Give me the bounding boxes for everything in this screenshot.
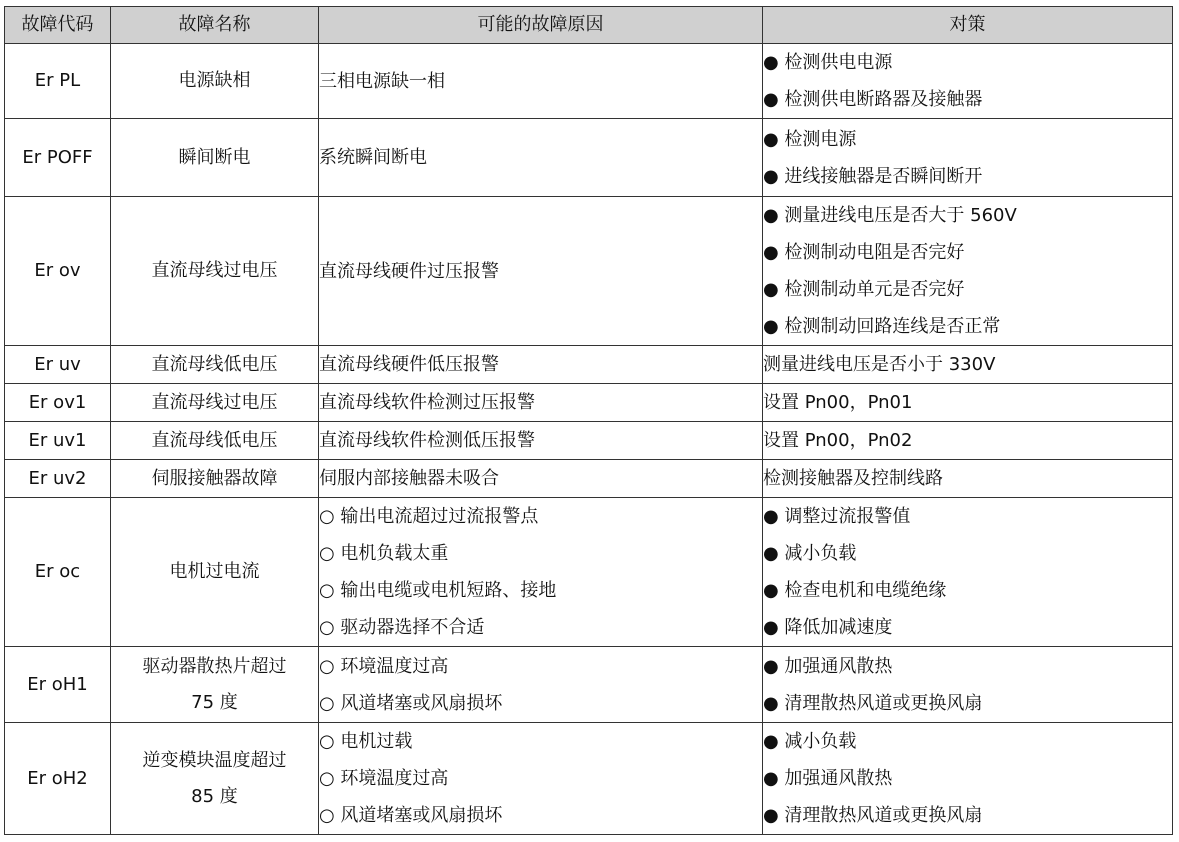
fault-name-cell [111, 723, 319, 835]
table-row [5, 197, 1173, 346]
countermeasure-cell [763, 44, 1173, 119]
countermeasure-item: ● 减小负载 [763, 543, 857, 564]
countermeasure-cell [763, 346, 1173, 384]
fault-name-line: 驱动器散热片超过 [142, 655, 287, 677]
possible-cause-cell [319, 460, 763, 498]
countermeasure-item: 测量进线电压是否小于 330V [763, 354, 996, 375]
fault-name-line: 电源缺相 [178, 70, 251, 91]
fault-name-line: 直流母线低电压 [151, 353, 278, 375]
fault-name-line: 瞬间断电 [178, 146, 251, 168]
table-header-row [5, 7, 1173, 44]
possible-cause-cell [319, 346, 763, 384]
table-row [5, 384, 1173, 422]
table-row [5, 44, 1173, 119]
table-row [5, 422, 1173, 460]
possible-cause-cell [319, 197, 763, 346]
fault-code-cell: Er oH1 [5, 647, 111, 723]
countermeasure-item: ● 检测制动电阻是否完好 [763, 242, 965, 263]
fault-name-cell [111, 197, 319, 346]
fault-name-cell [111, 119, 319, 197]
possible-cause-cell [319, 422, 763, 460]
cause-item: ○ 风道堵塞或风扇损坏 [319, 805, 503, 826]
countermeasure-item: ● 加强通风散热 [763, 768, 893, 789]
fault-name-cell [111, 384, 319, 422]
fault-name-cell [111, 346, 319, 384]
possible-cause-cell [319, 723, 763, 835]
cause-item: 直流母线硬件过压报警 [319, 260, 499, 282]
fault-name-cell [111, 498, 319, 647]
fault-code-cell: Er uv1 [5, 422, 111, 460]
countermeasure-cell [763, 498, 1173, 647]
table-row [5, 460, 1173, 498]
countermeasure-item: ● 检测制动单元是否完好 [763, 279, 965, 300]
fault-code-cell: Er POFF [5, 119, 111, 197]
countermeasure-cell [763, 647, 1173, 723]
countermeasure-item: ● 清理散热风道或更换风扇 [763, 805, 983, 826]
countermeasure-item: ● 检测供电断路器及接触器 [763, 89, 983, 110]
countermeasure-item: ● 进线接触器是否瞬间断开 [763, 165, 983, 187]
header-possible-cause: 可能的故障原因 [319, 7, 763, 44]
fault-name-line: 逆变模块温度超过 [142, 749, 287, 771]
countermeasure-item: ● 清理散热风道或更换风扇 [763, 692, 983, 714]
countermeasure-cell [763, 197, 1173, 346]
page-bottom-edge [0, 838, 1179, 842]
countermeasure-item: 检测接触器及控制线路 [763, 468, 943, 489]
header-countermeasure: 对策 [763, 7, 1173, 44]
fault-code-cell: Er PL [5, 44, 111, 119]
countermeasure-item: ● 减小负载 [763, 731, 857, 752]
table-row [5, 119, 1173, 197]
countermeasure-item: 设置 Pn00，Pn02 [763, 430, 913, 451]
fault-code-cell: Er uv2 [5, 460, 111, 498]
fault-code-cell: Er oc [5, 498, 111, 647]
countermeasure-cell [763, 460, 1173, 498]
possible-cause-cell [319, 498, 763, 647]
fault-name-cell [111, 44, 319, 119]
countermeasure-item: ● 检测电源 [763, 128, 857, 150]
table-row [5, 346, 1173, 384]
possible-cause-cell [319, 384, 763, 422]
cause-item: ○ 环境温度过高 [319, 655, 449, 677]
table-row [5, 647, 1173, 723]
fault-code-table [4, 6, 1173, 835]
cause-item: 直流母线硬件低压报警 [319, 354, 499, 375]
possible-cause-cell [319, 44, 763, 119]
countermeasure-item: ● 检测制动回路连线是否正常 [763, 316, 1001, 337]
header-fault-name: 故障名称 [111, 7, 319, 44]
fault-name-cell [111, 422, 319, 460]
cause-item: ○ 电机过载 [319, 731, 413, 752]
cause-item: ○ 环境温度过高 [319, 768, 449, 789]
cause-item: 直流母线软件检测低压报警 [319, 430, 535, 451]
cause-item: ○ 电机负载太重 [319, 543, 449, 564]
countermeasure-item: 设置 Pn00，Pn01 [763, 392, 913, 413]
table-row [5, 498, 1173, 647]
countermeasure-cell [763, 119, 1173, 197]
cause-item: ○ 输出电缆或电机短路、接地 [319, 580, 557, 601]
cause-item: 伺服内部接触器未吸合 [319, 468, 499, 489]
cause-item: 三相电源缺一相 [319, 70, 445, 92]
fault-code-cell: Er ov [5, 197, 111, 346]
table-row [5, 723, 1173, 835]
countermeasure-cell [763, 384, 1173, 422]
cause-item: ○ 输出电流超过过流报警点 [319, 506, 539, 527]
countermeasure-cell [763, 723, 1173, 835]
fault-name-line: 直流母线过电压 [151, 260, 278, 281]
countermeasure-item: ● 降低加减速度 [763, 617, 893, 638]
fault-name-line: 直流母线过电压 [151, 391, 278, 413]
fault-code-cell: Er uv [5, 346, 111, 384]
fault-name-cell [111, 460, 319, 498]
countermeasure-item: ● 调整过流报警值 [763, 506, 911, 527]
cause-item: ○ 风道堵塞或风扇损坏 [319, 692, 503, 714]
table-body [5, 44, 1173, 835]
fault-name-line: 75 度 [191, 691, 238, 713]
fault-name-line: 电机过电流 [169, 561, 260, 582]
possible-cause-cell [319, 119, 763, 197]
fault-code-cell: Er ov1 [5, 384, 111, 422]
fault-name-line: 伺服接触器故障 [151, 467, 278, 489]
countermeasure-cell [763, 422, 1173, 460]
cause-item: 直流母线软件检测过压报警 [319, 392, 535, 413]
fault-name-line: 85 度 [191, 785, 238, 807]
fault-name-line: 直流母线低电压 [151, 429, 278, 451]
fault-name-cell [111, 647, 319, 723]
possible-cause-cell [319, 647, 763, 723]
countermeasure-item: ● 检查电机和电缆绝缘 [763, 580, 947, 601]
countermeasure-item: ● 测量进线电压是否大于 560V [763, 205, 1017, 226]
countermeasure-item: ● 检测供电电源 [763, 52, 893, 73]
header-fault-code: 故障代码 [5, 7, 111, 44]
fault-code-cell: Er oH2 [5, 723, 111, 835]
cause-item: ○ 驱动器选择不合适 [319, 617, 485, 638]
countermeasure-item: ● 加强通风散热 [763, 655, 893, 677]
cause-item: 系统瞬间断电 [319, 147, 427, 168]
